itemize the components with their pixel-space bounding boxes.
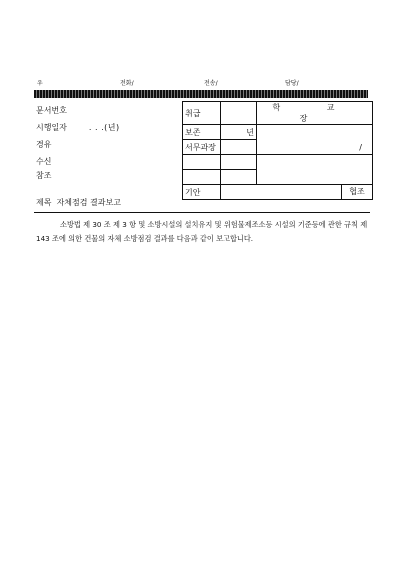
subject-line <box>36 197 121 208</box>
via-label: 경유 <box>36 140 52 149</box>
school-principal-cell: 학 교 장 <box>257 102 373 125</box>
recipient-label: 수신 <box>36 157 52 166</box>
blank-cell-1 <box>183 155 221 170</box>
draft-cooperation-cell <box>221 185 373 200</box>
phone-label: 전화/ <box>120 80 134 87</box>
cooperation-cell: 협조 <box>341 185 372 199</box>
contact-label: 담당/ <box>285 80 299 87</box>
blank-cell-2 <box>221 155 257 170</box>
enforcement-date-row <box>36 122 120 133</box>
receipt-value-cell <box>221 102 257 125</box>
section-chief-value-cell <box>221 140 257 155</box>
subject-text: 자체점검 결과보고 <box>56 198 121 207</box>
principal-signature-cell: / <box>257 125 373 155</box>
draft-cell: 기안 <box>183 185 221 200</box>
retention-year-cell: 년 <box>221 125 257 140</box>
date-format: . . .(년) <box>88 123 120 132</box>
fax-label: 전송/ <box>204 80 218 87</box>
blank-cell-5 <box>221 170 257 185</box>
subject-label: 제목 <box>36 198 52 207</box>
retention-cell: 보존 <box>183 125 221 140</box>
reference-label: 참조 <box>36 171 52 180</box>
blank-cell-4 <box>183 170 221 185</box>
section-chief-cell: 서무과장 <box>183 140 221 155</box>
blank-cell-3 <box>257 155 373 185</box>
body-paragraph: 소방법 제 30 조 제 3 항 및 소방시설의 설치유지 및 위험물제조소등 시설의 기준등에 관한 규칙 제 143 조에 의한 건물의 자체 소방점검 결과를 다음과 같이 보고합니다. <box>36 220 368 243</box>
approval-grid <box>182 101 373 200</box>
receipt-cell: 취급 <box>183 102 221 125</box>
draft-value <box>221 185 341 199</box>
header-divider-band <box>34 90 368 98</box>
zip-label: 우 <box>37 80 43 87</box>
enforcement-date-label: 시행일자 <box>36 123 67 132</box>
subject-rule <box>34 212 370 213</box>
doc-number-label: 문서번호 <box>36 106 67 115</box>
